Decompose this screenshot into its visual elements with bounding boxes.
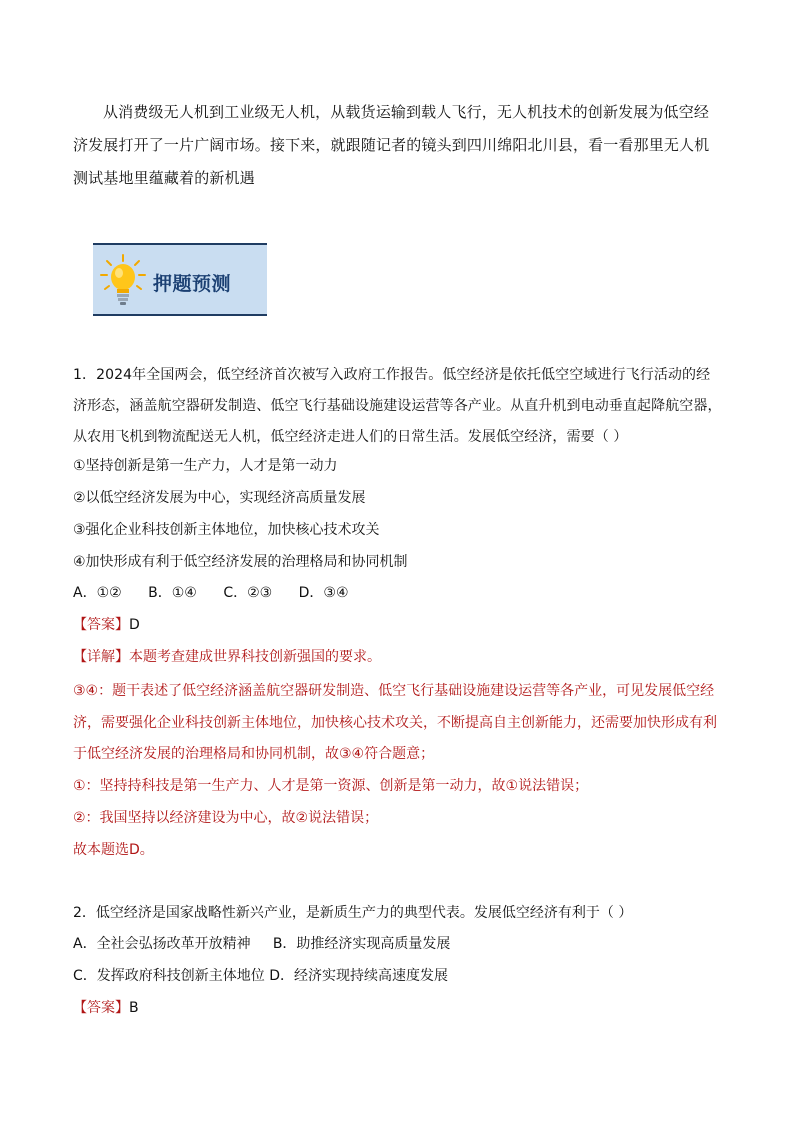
question-2-options-row-2: C．发挥政府科技创新主体地位 D．经济实现持续高速度发展 xyxy=(73,968,449,984)
answer-value: B xyxy=(129,1000,139,1016)
statement-1: ①坚持创新是第一生产力，人才是第一动力 xyxy=(73,458,338,474)
option-c: C．②③ xyxy=(223,585,273,601)
option-a: A．①② xyxy=(73,585,122,601)
statement-2: ②以低空经济发展为中心，实现经济高质量发展 xyxy=(73,490,366,506)
question-2-options-row-1: A．全社会弘扬改革开放精神 B．助推经济实现高质量发展 xyxy=(73,936,451,952)
question-1-answer xyxy=(73,615,733,635)
prediction-banner xyxy=(93,243,267,316)
question-1-options xyxy=(73,583,733,603)
analysis-paragraph-2: ①：坚持持科技是第一生产力、人才是第一资源、创新是第一动力，故①说法错误； xyxy=(73,778,589,794)
conclusion: 故本题选D。 xyxy=(73,842,154,858)
question-1-detail xyxy=(73,647,733,667)
analysis-paragraph-1: ③④：题干表述了低空经济涵盖航空器研发制造、低空飞行基础设施建设运营等各产业，可见发展低空经济，需要强化企业科技创新主体地位，加快核心技术攻关，不断提高自主创新能力，还需要加快形成有利于低空经济发展的治理格局和协同机制，故③④符合题意； xyxy=(73,683,717,762)
statement-3: ③强化企业科技创新主体地位，加快核心技术攻关 xyxy=(73,522,380,538)
lightbulb-icon xyxy=(99,253,147,309)
answer-value: D xyxy=(129,617,140,633)
question-2-answer xyxy=(73,998,733,1018)
banner-title: 押题预测 xyxy=(153,273,232,295)
intro-paragraph: 从消费级无人机到工业级无人机，从载货运输到载人飞行，无人机技术的创新发展为低空经济发展打开了一片广阔市场。接下来，就跟随记者的镜头到四川绵阳北川县，看一看那里无人机测试基地里蕴藏着的新机遇 xyxy=(73,103,710,187)
detail-tag: 【详解】 xyxy=(73,649,129,665)
question-1-stem: 1．2024年全国两会，低空经济首次被写入政府工作报告。低空经济是依托低空空域进行飞行活动的经济形态，涵盖航空器研发制造、低空飞行基础设施建设运营等各产业。从直升机到电动垂直起降航空器，从农用飞机到物流配送无人机，低空经济走进人们的日常生活。发展低空经济，需要（ ） xyxy=(73,367,722,445)
analysis-paragraph-3: ②：我国坚持以经济建设为中心，故②说法错误； xyxy=(73,810,379,826)
answer-tag: 【答案】 xyxy=(73,1000,129,1016)
statement-4: ④加快形成有利于低空经济发展的治理格局和协同机制 xyxy=(73,554,408,570)
option-b: B．①④ xyxy=(148,585,197,601)
answer-tag: 【答案】 xyxy=(73,617,129,633)
option-d: D．③④ xyxy=(298,585,349,601)
question-2-stem: 2．低空经济是国家战略性新兴产业，是新质生产力的典型代表。发展低空经济有利于（ ） xyxy=(73,905,633,921)
detail-intro: 本题考查建成世界科技创新强国的要求。 xyxy=(129,649,381,665)
